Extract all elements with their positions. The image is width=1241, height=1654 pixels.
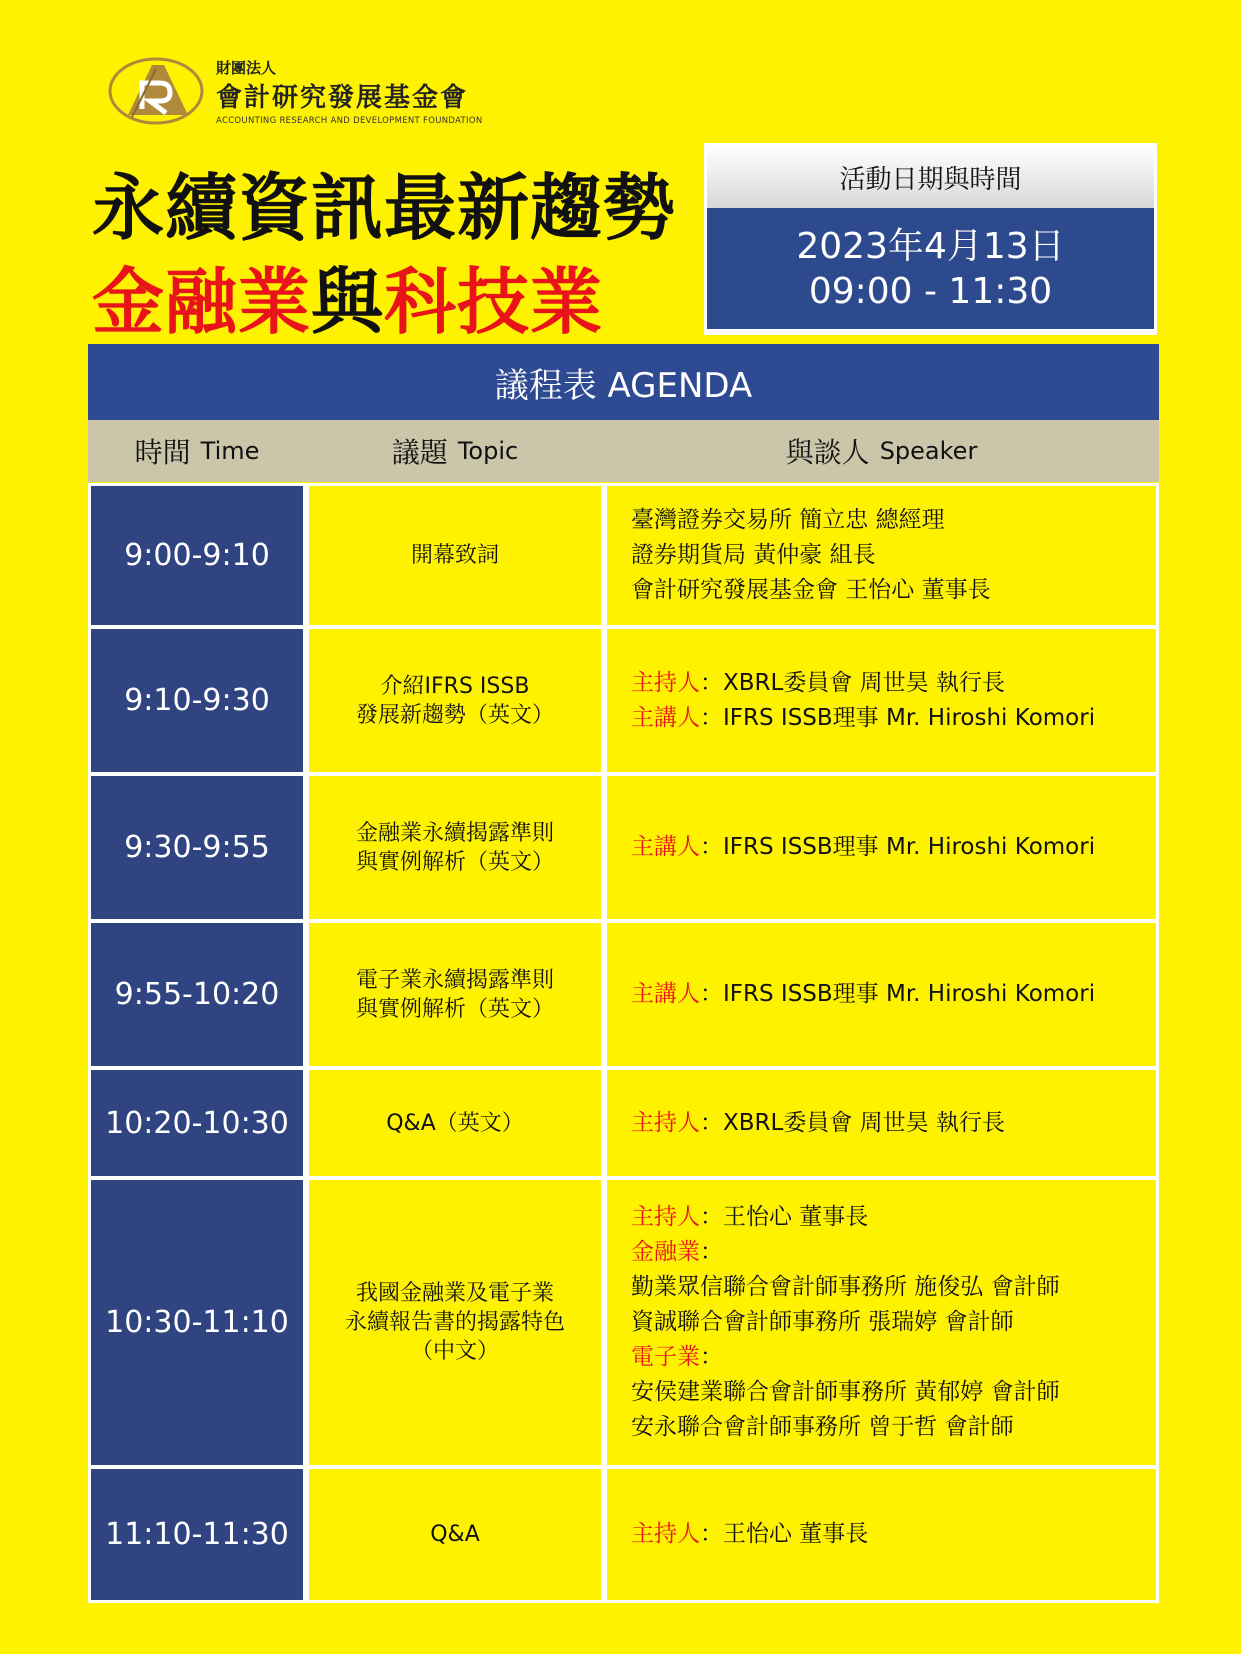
- speaker-line: [631, 701, 1095, 736]
- speaker-role: 主持人: [631, 1204, 700, 1230]
- column-header-time-zh: 時間: [134, 436, 191, 469]
- agenda-time-cell: 9:55-10:20: [88, 920, 306, 1069]
- column-header-speaker-en: Speaker: [879, 437, 978, 465]
- subtitle-finance: 金融業: [92, 260, 312, 344]
- speaker-line: [631, 573, 991, 608]
- speaker-text: ：XBRL委員會 周世昊 執行長: [700, 669, 1005, 696]
- event-date-label: 活動日期與時間: [707, 146, 1154, 208]
- agenda-topic-cell: [306, 483, 604, 628]
- agenda-speaker-cell: [604, 626, 1159, 775]
- speaker-line: [631, 1106, 1005, 1141]
- agenda-topic-line: 電子業永續揭露準則: [355, 967, 554, 993]
- speaker-line: [631, 1235, 1060, 1270]
- agenda-speaker-cell: [604, 1177, 1159, 1468]
- speaker-text: 證券期貨局 黃仲豪 組長: [631, 542, 876, 568]
- agenda-time-cell: 10:20-10:30: [88, 1067, 306, 1179]
- speaker-text: ：IFRS ISSB理事 Mr. Hiroshi Komori: [700, 704, 1096, 731]
- page-subtitle: [92, 244, 603, 348]
- speaker-line: [631, 666, 1095, 701]
- agenda-time-cell: 9:30-9:55: [88, 773, 306, 922]
- agenda-topic-cell: [306, 626, 604, 775]
- agenda-topic-line: 與實例解析（英文）: [355, 996, 554, 1022]
- agenda-topic-line: 發展新趨勢（英文）: [355, 702, 554, 728]
- agenda-topic-line: 我國金融業及電子業: [355, 1281, 554, 1306]
- speaker-text: ：: [700, 1344, 723, 1370]
- logo-small-text: 財團法人: [216, 59, 277, 77]
- agenda-time-cell: 11:10-11:30: [88, 1466, 306, 1603]
- speaker-line: [631, 1517, 868, 1552]
- event-date: 2023年4月13日: [796, 225, 1065, 267]
- speaker-text: 安侯建業聯合會計師事務所 黃郁婷 會計師: [631, 1379, 1060, 1405]
- agenda-topic-cell: [306, 1466, 604, 1603]
- agenda-topic-line: Q&A: [430, 1522, 480, 1547]
- speaker-role: 主持人: [631, 669, 700, 696]
- subtitle-and: 與: [311, 260, 385, 344]
- speaker-text: 會計研究發展基金會 王怡心 董事長: [631, 577, 991, 603]
- column-header-speaker: [604, 420, 1159, 482]
- speaker-line: [631, 1375, 1060, 1410]
- speaker-role: 金融業: [631, 1239, 700, 1265]
- agenda-time-cell: 9:10-9:30: [88, 626, 306, 775]
- speaker-text: ：王怡心 董事長: [700, 1521, 869, 1547]
- agenda-heading: 議程表 AGENDA: [88, 344, 1159, 420]
- column-header-topic-zh: 議題: [391, 436, 448, 469]
- foundation-emblem-icon: [108, 57, 204, 125]
- speaker-text: ：王怡心 董事長: [700, 1204, 869, 1230]
- speaker-role: 主持人: [631, 1109, 700, 1136]
- agenda-topic-cell: [306, 773, 604, 922]
- agenda-speaker-cell: [604, 773, 1159, 922]
- agenda-speaker-cell: [604, 1067, 1159, 1179]
- speaker-role: 主講人: [631, 834, 700, 860]
- speaker-role: 電子業: [631, 1344, 700, 1370]
- agenda-topic-cell: [306, 1177, 604, 1468]
- agenda-topic-line: （中文）: [410, 1339, 499, 1364]
- agenda-topic-line: Q&A（英文）: [386, 1110, 524, 1136]
- speaker-line: [631, 977, 1095, 1012]
- agenda-time-cell: 9:00-9:10: [88, 483, 306, 628]
- speaker-text: ：XBRL委員會 周世昊 執行長: [700, 1109, 1005, 1136]
- agenda-speaker-cell: [604, 920, 1159, 1069]
- speaker-text: ：IFRS ISSB理事 Mr. Hiroshi Komori: [700, 981, 1096, 1007]
- speaker-text: 安永聯合會計師事務所 曾于哲 會計師: [631, 1414, 1014, 1440]
- speaker-text: ：: [700, 1239, 723, 1265]
- speaker-text: 臺灣證券交易所 簡立忠 總經理: [631, 507, 945, 533]
- column-header-topic: [306, 420, 604, 482]
- speaker-text: 資誠聯合會計師事務所 張瑞婷 會計師: [631, 1309, 1014, 1335]
- logo-name: 會計研究發展基金會: [216, 83, 469, 113]
- logo-english-name: ACCOUNTING RESEARCH AND DEVELOPMENT FOUNDATION: [216, 116, 483, 126]
- agenda-topic-line: 與實例解析（英文）: [355, 849, 554, 875]
- agenda-topic-cell: [306, 920, 604, 1069]
- foundation-logo: [108, 55, 498, 130]
- speaker-line: [631, 538, 991, 573]
- speaker-line: [631, 1270, 1060, 1305]
- speaker-line: [631, 1200, 1060, 1235]
- agenda-topic-line: 介紹IFRS ISSB: [380, 673, 530, 699]
- agenda-topic-line: 永續報告書的揭露特色: [344, 1310, 565, 1335]
- speaker-line: [631, 503, 991, 538]
- speaker-line: [631, 1305, 1060, 1340]
- column-header-speaker-zh: 與談人: [785, 436, 870, 469]
- event-time: 09:00 - 11:30: [808, 270, 1053, 312]
- subtitle-tech: 科技業: [384, 260, 604, 344]
- column-header-topic-en: Topic: [457, 437, 519, 465]
- agenda-time-cell: 10:30-11:10: [88, 1177, 306, 1468]
- agenda-speaker-cell: [604, 1466, 1159, 1603]
- event-date-body: [707, 208, 1154, 329]
- speaker-role: 主講人: [631, 704, 700, 731]
- speaker-line: [631, 1340, 1060, 1375]
- column-header-time: [88, 420, 306, 482]
- speaker-text: 勤業眾信聯合會計師事務所 施俊弘 會計師: [631, 1274, 1060, 1300]
- agenda-topic-cell: [306, 1067, 604, 1179]
- agenda-topic-line: 開幕致詞: [410, 543, 499, 568]
- speaker-line: [631, 1410, 1060, 1445]
- agenda-speaker-cell: [604, 483, 1159, 628]
- speaker-role: 主講人: [631, 981, 700, 1007]
- page-title: 永續資訊最新趨勢: [92, 166, 677, 250]
- speaker-role: 主持人: [631, 1521, 700, 1547]
- event-date-box: [704, 143, 1157, 335]
- agenda-topic-line: 金融業永續揭露準則: [355, 820, 554, 846]
- speaker-line: [631, 830, 1095, 865]
- column-header-time-en: Time: [200, 437, 260, 465]
- speaker-text: ：IFRS ISSB理事 Mr. Hiroshi Komori: [700, 834, 1096, 860]
